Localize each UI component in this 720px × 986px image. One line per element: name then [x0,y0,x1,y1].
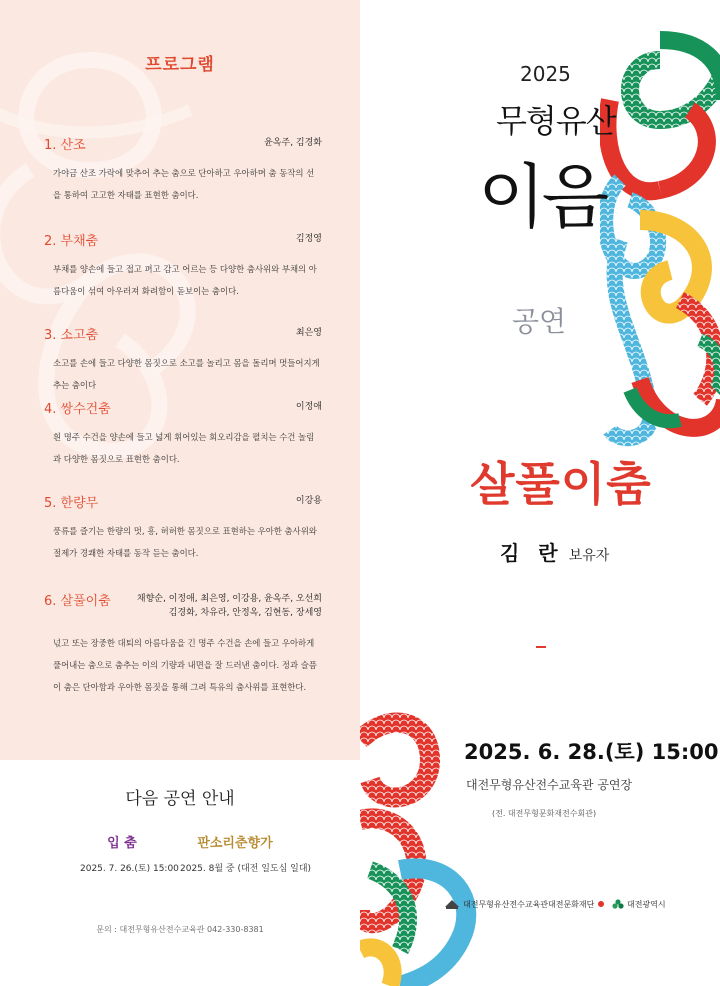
item-name: 3. 소고춤 [44,328,99,343]
sponsor-name: 대전무형유산전수교육관 [463,899,549,909]
item-performers: 이강용 [295,496,322,506]
holder-credit [500,537,609,566]
contact-info: 문의 : 대전무형유산전수교육관 042-330-8381 [96,925,264,934]
item-name: 4. 쌍수건춤 [44,402,111,417]
item-performers: 이정애 [295,402,322,412]
sponsor-logos [444,898,714,920]
item-performers: 최은영 [295,328,322,338]
next-event-pansori [180,832,312,874]
program-item-ssangsugeonchum [44,398,322,470]
knot-artwork-top [600,20,720,450]
next-event-date: 2025. 7. 26.(토) 15:00 [80,864,179,874]
next-performance-title: 다음 공연 안내 [125,789,235,809]
program-item-sogochum [44,324,322,396]
program-item-hallyangmu [44,492,322,564]
item-performers: 윤옥주, 김경화 [264,138,322,148]
item-description: 풍류를 즐기는 한량의 멋, 흥, 허허한 몸짓으로 표현하는 우아한 춤사위와 절제가 경쾌한 자태를 동작 듣는 춤이다. [53,526,317,558]
performance-date: 2025. 6. 28.(토) 15:00 [464,740,719,764]
item-performers [137,592,322,620]
program-item-salpurichum [44,590,322,698]
culture-foundation-logo-icon [597,898,605,910]
program-section [0,0,360,760]
next-event-date: 2025. 8월 중 (대전 일도심 일대) [180,864,312,874]
education-center-logo-icon [444,898,460,910]
item-description: 부채를 양손에 들고 접고 펴고 감고 어르는 등 다양한 춤사위와 부채의 아름다움이 섞여 아우러져 화려함이 돋보이는 춤이다. [53,264,317,296]
venue-former-name: (전. 대전무형문화재전수회관) [492,809,597,818]
holder-name: 김 란 [500,541,564,565]
daejeon-city-logo-icon [612,898,624,910]
performers-line-1: 채향순, 이정애, 최은영, 이강용, 윤옥주, 오선희 [136,594,322,604]
next-event-name: 판소리춘향가 [197,836,273,851]
sponsor-education-center [444,898,548,910]
item-name: 6. 살풀이춤 [44,594,111,609]
performance-venue: 대전무형유산전수교육관 공연장 [466,778,633,792]
item-name: 1. 산조 [44,138,86,153]
program-title: 프로그램 [145,55,215,75]
item-name: 2. 부채춤 [44,234,99,249]
item-description: 소고를 손에 들고 다양한 몸짓으로 소고를 놀리고 몸을 돌리며 멋들어지게 추는 춤이다 [53,358,320,390]
program-item-sanjo [44,134,322,206]
series-title-line3: 공연 [512,305,567,338]
performers-line-2: 김경화, 차유라, 안정옥, 김현동, 장세영 [168,608,322,618]
series-title-line2: 이음 [478,156,606,238]
performance-title: 살풀이춤 [470,457,652,511]
next-performance-section [0,760,360,986]
item-description: 가야금 산조 가락에 맞추어 추는 춤으로 단아하고 우아하며 춤 동작의 선을 통하여 고고한 자태를 표현한 춤이다. [53,168,315,200]
item-performers: 김정영 [295,234,322,244]
knot-artwork-bottom [360,700,480,986]
sponsor-culture-foundation [548,898,605,910]
series-year: 2025 [520,62,571,86]
item-description: 흰 명주 수건을 양손에 들고 넓게 휘어있는 회오리감을 펼치는 수건 놀림과 다양한 몸짓으로 표현한 춤이다. [53,432,315,464]
divider-dash [536,646,546,648]
item-name: 5. 한량무 [44,496,99,511]
item-description: 넋고 또는 장중한 대퇴의 아름다움을 긴 명주 수건을 손에 들고 우아하게 풀어내는 춤으로 춤추는 이의 기량과 내면을 잘 드러낸 춤이다. 정과 슬픔이 춤은 단아함과 우아한 몸짓을 통해 그려 특유의 춤사위를 표현한다. [53,638,317,692]
sponsor-name: 대전문화재단 [548,899,595,909]
holder-role: 보유자 [568,548,610,564]
next-event-name: 입 춤 [107,836,137,851]
sponsor-daejeon-city [612,898,666,910]
sponsor-name: 대전광역시 [627,899,666,909]
poster-panel [360,0,720,986]
program-item-buchaechum [44,230,322,302]
series-title-line1: 무형유산 [496,102,616,140]
next-event-ipchum [80,832,179,874]
